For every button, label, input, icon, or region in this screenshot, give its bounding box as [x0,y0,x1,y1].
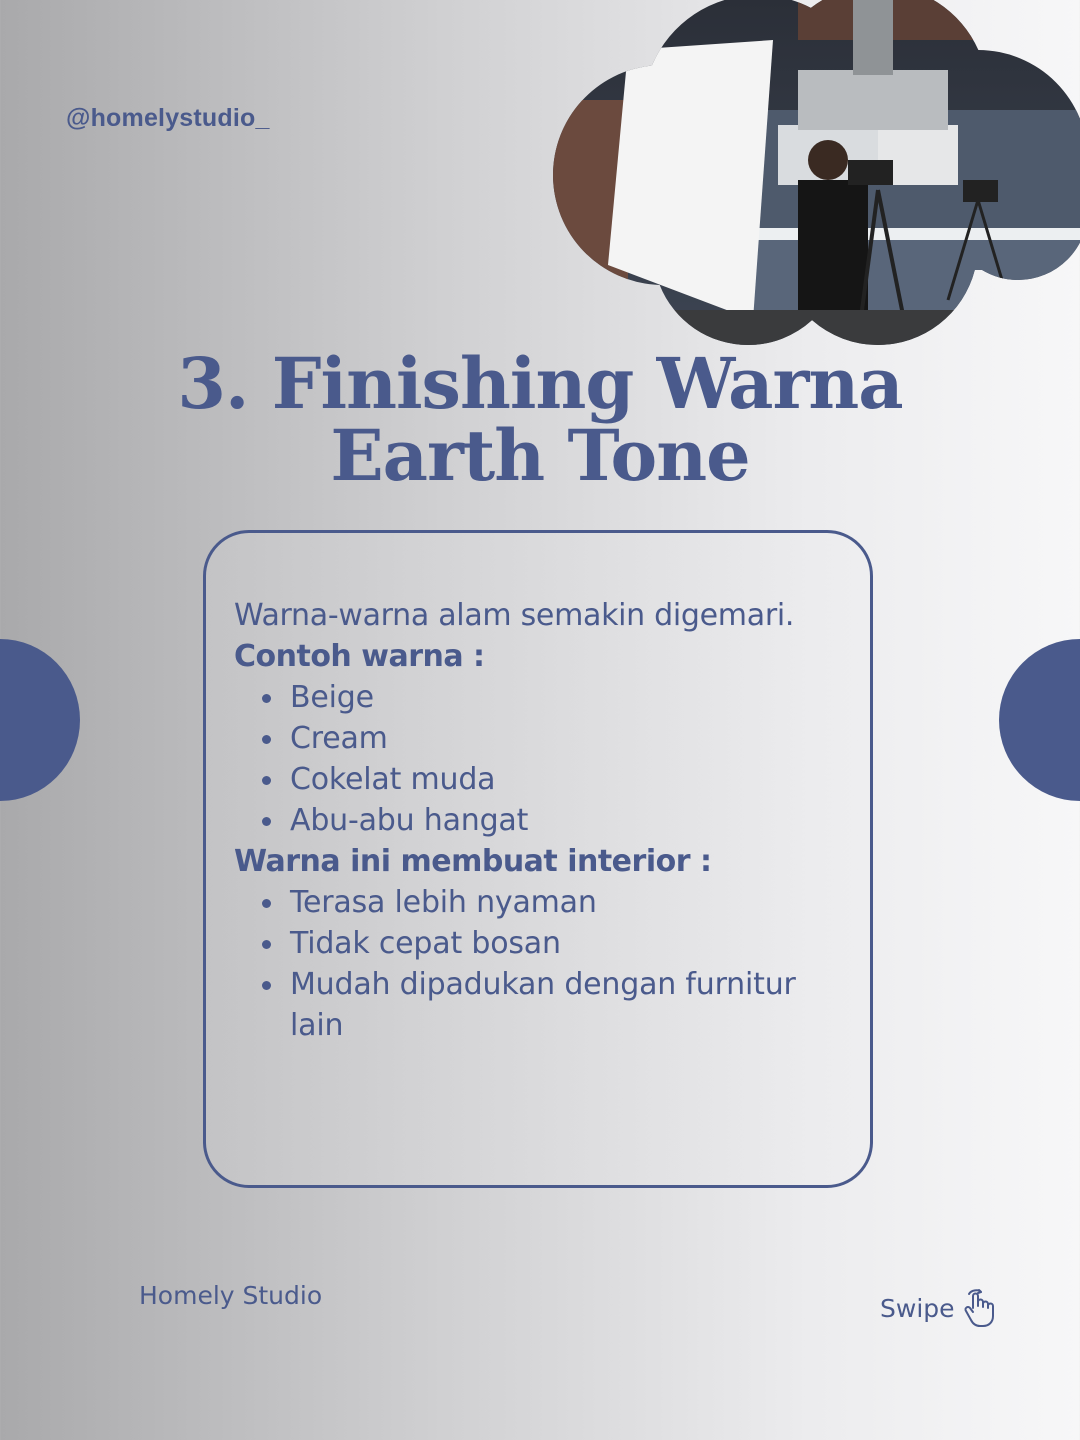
account-handle: @homelystudio_ [66,104,270,132]
studio-photo [548,0,1080,350]
color-list [234,677,834,841]
section-heading-colors: Contoh warna : [234,639,485,674]
list-item: Beige [290,677,834,718]
list-item: Cokelat muda [290,759,834,800]
left-decorative-circle [0,639,80,801]
section-heading-benefits: Warna ini membuat interior : [234,844,712,879]
list-item: Mudah dipadukan dengan furnitur lain [290,964,834,1046]
right-decorative-circle [999,639,1080,801]
card-text [234,595,834,1046]
benefit-list [234,882,834,1046]
title-line-1: 3. Finishing Warna [177,342,903,425]
title-line-2: Earth Tone [330,414,750,497]
list-item: Abu-abu hangat [290,800,834,841]
card-intro: Warna-warna alam semakin digemari. [234,598,795,633]
list-item: Terasa lebih nyaman [290,882,834,923]
page-title [0,342,1080,497]
swipe-button[interactable] [880,1288,999,1328]
pointing-hand-icon [961,1288,999,1328]
list-item: Tidak cepat bosan [290,923,834,964]
content-card [203,530,873,1188]
swipe-label: Swipe [880,1293,955,1323]
list-item: Cream [290,718,834,759]
footer-brand: Homely Studio [139,1281,323,1310]
